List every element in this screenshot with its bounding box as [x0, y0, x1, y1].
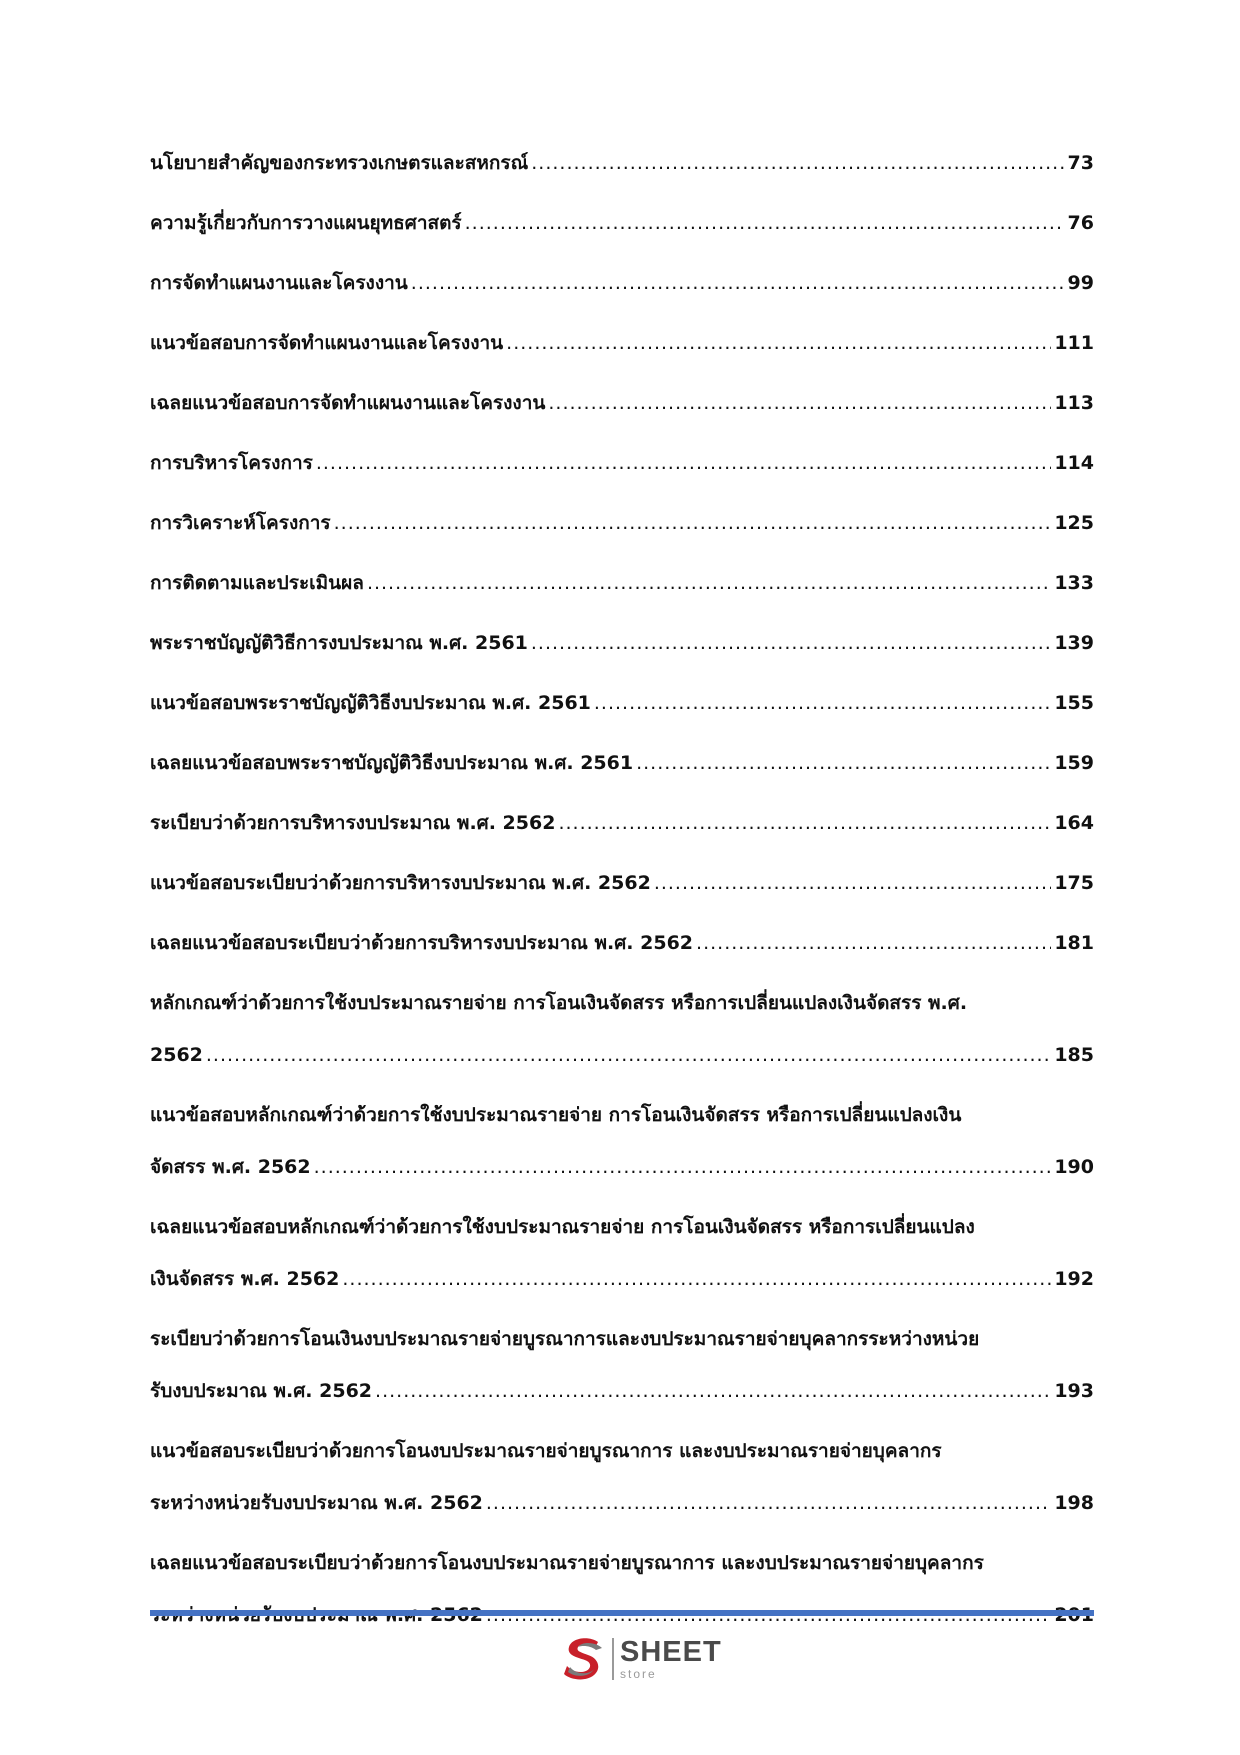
toc-entry-title: แนวข้อสอบระเบียบว่าด้วยการบริหารงบประมาณ พ.ศ. 2562 [150, 872, 651, 894]
toc-entry-page: 155 [1054, 692, 1094, 714]
toc-entry-title-line1: แนวข้อสอบระเบียบว่าด้วยการโอนงบประมาณรายจ่ายบูรณาการ และงบประมาณรายจ่ายบุคลากร [150, 1440, 942, 1462]
logo-subtext: store [620, 1667, 657, 1681]
sheet-store-logo [560, 1634, 722, 1684]
toc-leader-dots [531, 148, 1064, 178]
toc-leader-dots [411, 268, 1065, 298]
toc-entry-title-line1: เฉลยแนวข้อสอบหลักเกณฑ์ว่าด้วยการใช้งบประมาณรายจ่าย การโอนเงินจัดสรร หรือการเปลี่ยนแปลง [150, 1216, 975, 1238]
toc-entry-page: 181 [1054, 932, 1094, 954]
toc-entry-page: 111 [1054, 332, 1094, 354]
toc-leader-dots [531, 628, 1051, 658]
logo-wordmark: SHEET [620, 1636, 722, 1668]
toc-leader-dots [342, 1264, 1051, 1294]
toc-leader-dots [316, 448, 1052, 478]
toc-entry-page: 113 [1054, 392, 1094, 414]
toc-entry-title: แนวข้อสอบการจัดทำแผนงานและโครงงาน [150, 332, 504, 354]
toc-leader-dots [465, 208, 1065, 238]
toc-entry-page: 159 [1054, 752, 1094, 774]
toc-leader-dots [375, 1376, 1051, 1406]
toc-leader-dots [548, 388, 1051, 418]
toc-entry [150, 1100, 1094, 1182]
toc-leader-dots [206, 1040, 1051, 1070]
toc-entry [150, 688, 1094, 718]
toc-entry [150, 268, 1094, 298]
toc-leader-dots [594, 688, 1051, 718]
toc-entry [150, 988, 1094, 1070]
toc-entry-title-line1: แนวข้อสอบหลักเกณฑ์ว่าด้วยการใช้งบประมาณรายจ่าย การโอนเงินจัดสรร หรือการเปลี่ยนแปลงเงิน [150, 1104, 962, 1126]
toc-entry [150, 808, 1094, 838]
toc-entry [150, 388, 1094, 418]
toc-leader-dots [654, 868, 1052, 898]
toc-entry-title-line2: ระหว่างหน่วยรับงบประมาณ พ.ศ. 2562 [150, 1492, 483, 1514]
toc-leader-dots [486, 1488, 1051, 1518]
logo-divider [612, 1638, 614, 1680]
toc-entry [150, 508, 1094, 538]
toc-entry-title: นโยบายสำคัญของกระทรวงเกษตรและสหกรณ์ [150, 152, 529, 174]
toc-entry-title-line1: หลักเกณฑ์ว่าด้วยการใช้งบประมาณรายจ่าย การโอนเงินจัดสรร หรือการเปลี่ยนแปลงเงินจัดสรร พ.ศ. [150, 992, 968, 1014]
toc-leader-dots [696, 928, 1051, 958]
toc-entry [150, 1436, 1094, 1518]
toc-entry-title: การบริหารโครงการ [150, 452, 313, 474]
toc-entry [150, 1212, 1094, 1294]
toc-entry-page: 114 [1054, 452, 1094, 474]
toc-entry-page: 164 [1054, 812, 1094, 834]
toc-entry-page: 198 [1054, 1492, 1094, 1514]
toc-entry-title: ความรู้เกี่ยวกับการวางแผนยุทธศาสตร์ [150, 212, 462, 234]
toc-entry-title: แนวข้อสอบพระราชบัญญัติวิธีงบประมาณ พ.ศ. 2561 [150, 692, 591, 714]
toc-leader-dots [367, 568, 1051, 598]
toc-entry [150, 1324, 1094, 1406]
toc-entry-title-line2: เงินจัดสรร พ.ศ. 2562 [150, 1268, 340, 1290]
toc-leader-dots [314, 1152, 1052, 1182]
toc-entry-page: 193 [1054, 1380, 1094, 1402]
toc-entry [150, 868, 1094, 898]
toc-entry-title-line2: จัดสรร พ.ศ. 2562 [150, 1156, 311, 1178]
toc-entry-title-line1: เฉลยแนวข้อสอบระเบียบว่าด้วยการโอนงบประมาณรายจ่ายบูรณาการ และงบประมาณรายจ่ายบุคลากร [150, 1552, 984, 1574]
toc-entry-title: การติดตามและประเมินผล [150, 572, 364, 594]
toc-entry-title: พระราชบัญญัติวิธีการงบประมาณ พ.ศ. 2561 [150, 632, 528, 654]
toc-leader-dots [636, 748, 1051, 778]
toc-entry-page: 185 [1054, 1044, 1094, 1066]
sheet-store-s-logo-icon [560, 1634, 608, 1684]
toc-leader-dots [558, 808, 1051, 838]
toc-entry [150, 328, 1094, 358]
footer-divider [150, 1610, 1094, 1616]
toc-entry-page: 139 [1054, 632, 1094, 654]
toc-entry [150, 748, 1094, 778]
toc-entry-page: 73 [1067, 152, 1094, 174]
toc-entry [150, 568, 1094, 598]
toc-entry-page: 175 [1054, 872, 1094, 894]
toc-entry-page: 76 [1067, 212, 1094, 234]
toc-entry-title-line1: ระเบียบว่าด้วยการโอนเงินงบประมาณรายจ่ายบูรณาการและงบประมาณรายจ่ายบุคลากรระหว่างหน่วย [150, 1328, 980, 1350]
toc-entry-title: เฉลยแนวข้อสอบการจัดทำแผนงานและโครงงาน [150, 392, 546, 414]
toc-entry-title-line2: รับงบประมาณ พ.ศ. 2562 [150, 1380, 373, 1402]
toc-entry [150, 1548, 1094, 1630]
toc-entry [150, 628, 1094, 658]
toc-entry-page: 99 [1067, 272, 1094, 294]
toc-entry-title: การวิเคราะห์โครงการ [150, 512, 331, 534]
toc-entry-title: เฉลยแนวข้อสอบระเบียบว่าด้วยการบริหารงบประมาณ พ.ศ. 2562 [150, 932, 694, 954]
table-of-contents [150, 148, 1094, 1660]
toc-entry-title: เฉลยแนวข้อสอบพระราชบัญญัติวิธีงบประมาณ พ.ศ. 2561 [150, 752, 634, 774]
toc-entry-page: 133 [1054, 572, 1094, 594]
toc-leader-dots [334, 508, 1052, 538]
toc-entry-title: ระเบียบว่าด้วยการบริหารงบประมาณ พ.ศ. 2562 [150, 812, 556, 834]
toc-entry-title-line2: 2562 [150, 1044, 203, 1066]
toc-entry-page: 192 [1054, 1268, 1094, 1290]
toc-entry [150, 928, 1094, 958]
toc-entry-title: การจัดทำแผนงานและโครงงาน [150, 272, 408, 294]
toc-entry-page: 190 [1054, 1156, 1094, 1178]
toc-leader-dots [506, 328, 1051, 358]
toc-entry [150, 148, 1094, 178]
toc-entry-page: 125 [1054, 512, 1094, 534]
logo-text [620, 1638, 722, 1680]
toc-entry [150, 448, 1094, 478]
toc-entry [150, 208, 1094, 238]
